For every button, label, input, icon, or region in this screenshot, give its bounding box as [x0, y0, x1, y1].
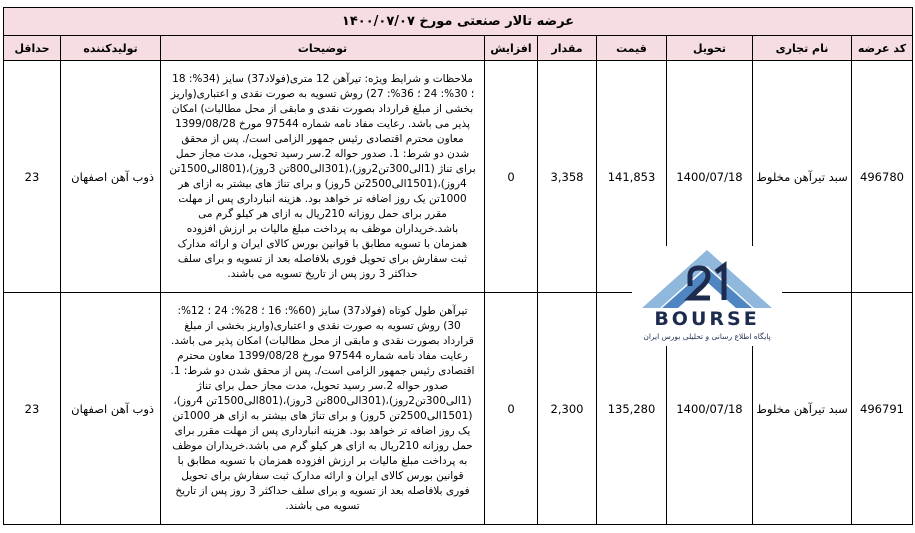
- bourse-watermark-logo: [632, 246, 782, 346]
- cell-delivery: 1400/07/18: [667, 293, 753, 525]
- mountain-21-icon: [632, 246, 782, 310]
- header-trade-name: نام تجاری: [753, 36, 852, 61]
- cell-code: 496780: [852, 61, 913, 293]
- cell-quantity: 3,358: [538, 61, 597, 293]
- cell-quantity: 2,300: [538, 293, 597, 525]
- page-title: عرضه تالار صنعتی مورخ ۱۴۰۰/۰۷/۰۷: [4, 8, 913, 36]
- cell-producer: ذوب آهن اصفهان: [61, 293, 161, 525]
- cell-increase: 0: [485, 61, 538, 293]
- cell-minimum: 23: [4, 293, 61, 525]
- watermark-brand: BOURSE: [654, 308, 760, 330]
- cell-description: ملاحظات و شرایط ویژه: تیرآهن 12 متری(فولاد37) سایز (34%: 18 ؛ 30%: 24 ؛ 36%: 27) روش تسویه به صورت نقدی و اعتباری(واریز بخشی از مبلغ قرارداد بصورت نقدی و مابقی از محل مطالبات) امکان پذیر می باشد. رعایت مفاد نامه شماره 97544 مورخ 1399/08/28 معاون محترم اقتصادی رئیس جمهور الزامی است/. پس از محقق شدن دو شرط: 1. صدور حواله 2.سر رسید تحویل، مدت مجاز حمل برای تناژ (1الی300تن2روز)،(301الی800تن 3روز)،(801الی1500تن 4روز)،(1501الی2500تن 5روز) و برای تناژ های بیشتر به ازای هر 1000تن یک روز اضافه تر خواهد بود. هزینه انبارداری پس از مهلت مقرر برای حمل روزانه 210ریال به ازای هر کیلو گرم می باشد.خریداران موظف به پرداخت مبلغ مالیات بر ارزش افزوده همزمان با تسویه مطابق با قوانین بورس کالای ایران و ارائه مدارک ثبت سفارش برای تحویل فوری بلافاصله بعد از تسویه و برای سلف حداکثر 3 روز پس از تاریخ تسویه می باشند.: [161, 61, 485, 293]
- header-delivery: تحویل: [667, 36, 753, 61]
- header-code: کد عرضه: [852, 36, 913, 61]
- cell-code: 496791: [852, 293, 913, 525]
- cell-producer: ذوب آهن اصفهان: [61, 61, 161, 293]
- header-producer: تولیدکننده: [61, 36, 161, 61]
- header-row: [4, 36, 913, 61]
- header-minimum: حداقل: [4, 36, 61, 61]
- cell-price: 135,280: [597, 293, 667, 525]
- cell-minimum: 23: [4, 61, 61, 293]
- watermark-tagline: پایگاه اطلاع رسانی و تحلیلی بورس ایران: [643, 332, 771, 341]
- cell-increase: 0: [485, 293, 538, 525]
- cell-price: 141,853: [597, 61, 667, 293]
- cell-trade-name: سبد تیرآهن مخلوط: [753, 293, 852, 525]
- header-quantity: مقدار: [538, 36, 597, 61]
- header-increase: افزایش: [485, 36, 538, 61]
- cell-delivery: 1400/07/18: [667, 61, 753, 293]
- cell-description: تیرآهن طول کوتاه (فولاد37) سایز (60%: 16 ؛ 28%: 24 ؛ 12%: 30) روش تسویه به صورت نقدی و اعتباری(واریز بخشی از مبلغ قرارداد بصورت نقدی و مابقی از محل مطالبات) امکان پذیر می باشد. رعایت مفاد نامه شماره 97544 مورخ 1399/08/28 معاون محترم اقتصادی رئیس جمهور الزامی است/. پس از محقق شدن دو شرط: 1. صدور حواله 2.سر رسید تحویل، مدت مجاز حمل برای تناژ (1الی300تن2روز)،(301الی800تن 3روز)،(801الی1500تن 4روز)،(1501الی2500تن 5روز) و برای تناژ های بیشتر به ازای هر 1000تن یک روز اضافه تر خواهد بود. هزینه انبارداری پس از مهلت مقرر برای حمل روزانه 210ریال به ازای هر کیلو گرم می باشد.خریداران موظف به پرداخت مبلغ مالیات بر ارزش افزوده همزمان با تسویه مطابق با قوانین بورس کالای ایران و ارائه مدارک ثبت سفارش برای تحویل فوری بلافاصله بعد از تسویه و برای سلف حداکثر 3 روز پس از تاریخ تسویه می باشند.: [161, 293, 485, 525]
- cell-trade-name: سبد تیرآهن مخلوط: [753, 61, 852, 293]
- header-description: توضیحات: [161, 36, 485, 61]
- header-price: قیمت: [597, 36, 667, 61]
